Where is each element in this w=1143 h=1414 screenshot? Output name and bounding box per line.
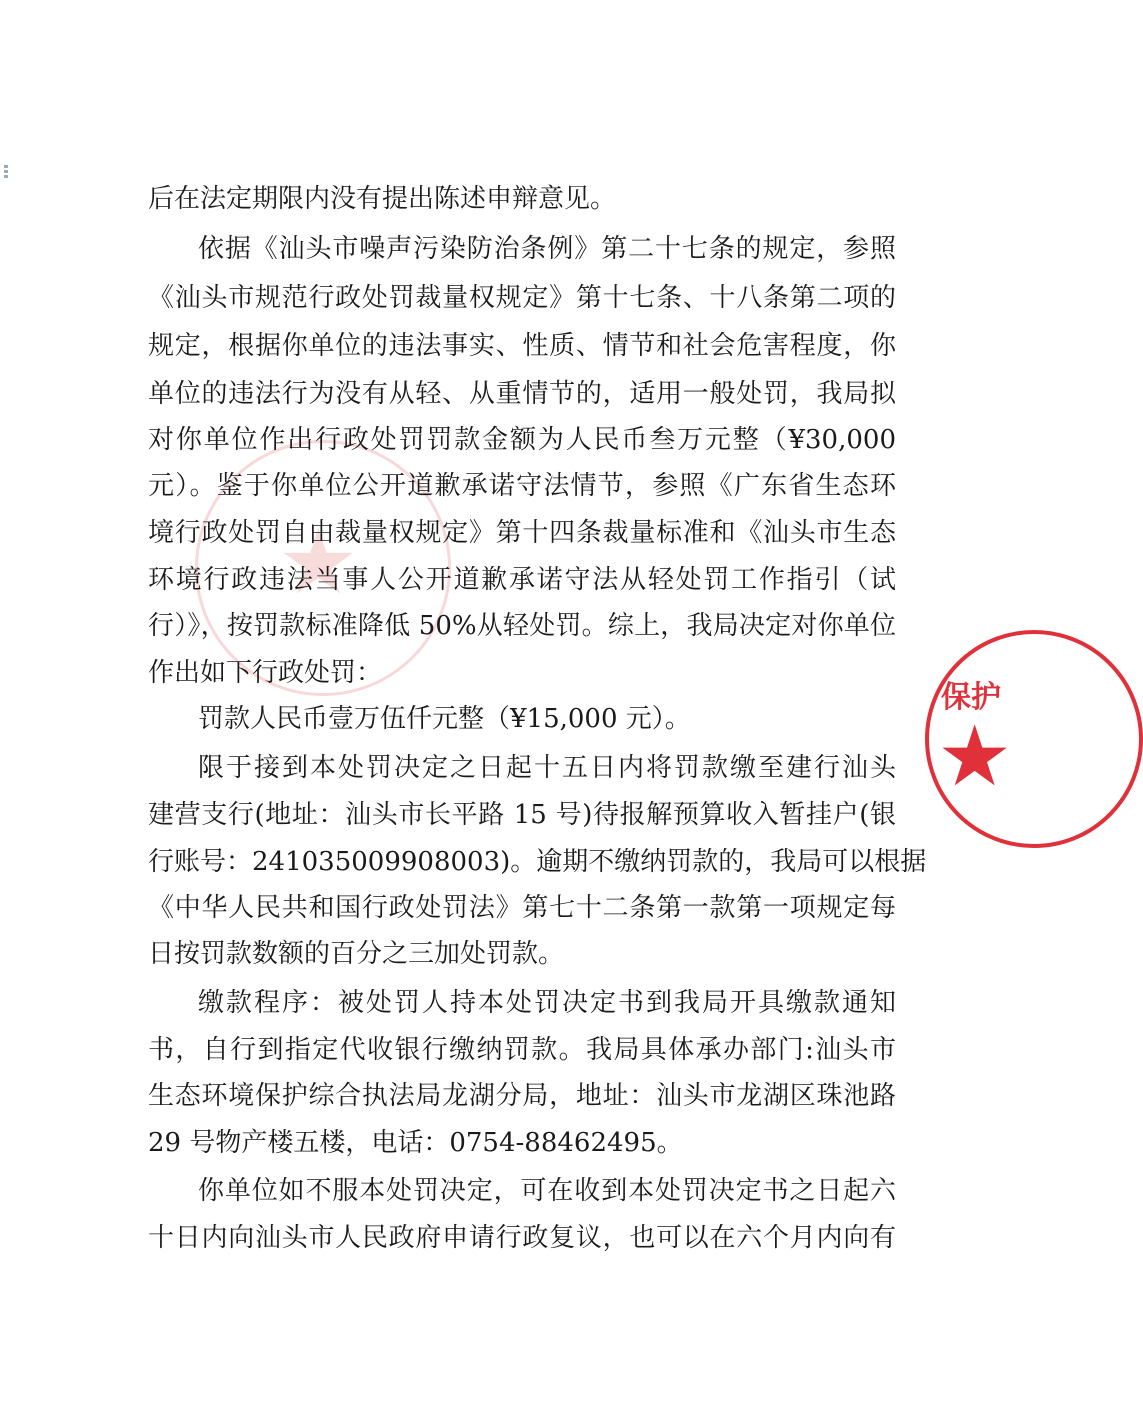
- margin-marks: [4, 165, 10, 180]
- paragraph-line: 后在法定期限内没有提出陈述申辩意见。: [148, 184, 617, 214]
- paragraph-line: 建营支行(地址：汕头市长平路 15 号)待报解预算收入暂挂户(银: [148, 800, 896, 830]
- paragraph-line: 规定，根据你单位的违法事实、性质、情节和社会危害程度，你: [148, 331, 896, 361]
- seal-text: 保护: [941, 680, 1001, 715]
- paragraph-line: 依据《汕头市噪声污染防治条例》第二十七条的规定，参照: [198, 234, 896, 264]
- penalty-line: 罚款人民币壹万伍仟元整（¥15,000 元）。: [198, 704, 691, 734]
- paragraph-line: 《汕头市规范行政处罚裁量权规定》第十七条、十八条第二项的: [148, 283, 896, 313]
- paragraph-line: 限于接到本处罚决定之日起十五日内将罚款缴至建行汕头: [198, 753, 896, 783]
- star-icon: ★: [278, 510, 359, 615]
- paragraph-line: 缴款程序：被处罚人持本处罚决定书到我局开具缴款通知: [198, 988, 896, 1018]
- paragraph-line: 环境行政违法当事人公开道歉承诺守法从轻处罚工作指引（试: [148, 565, 896, 595]
- paragraph-line: 你单位如不服本处罚决定，可在收到本处罚决定书之日起六: [198, 1176, 896, 1206]
- paragraph-line: 元）。鉴于你单位公开道歉承诺守法情节，参照《广东省生态环: [148, 471, 896, 501]
- paragraph-line: 十日内向汕头市人民政府申请行政复议，也可以在六个月内向有: [148, 1223, 896, 1253]
- paragraph-line: 行）》，按罚款标准降低 50%从轻处罚。综上，我局决定对你单位: [148, 611, 896, 641]
- official-seal: [925, 630, 1143, 848]
- paragraph-line: 书，自行到指定代收银行缴纳罚款。我局具体承办部门:汕头市: [148, 1035, 896, 1065]
- star-icon: ★: [937, 707, 1013, 805]
- paragraph-line: 29 号物产楼五楼，电话：0754-88462495。: [148, 1128, 683, 1158]
- paragraph-line: 单位的违法行为没有从轻、从重情节的，适用一般处罚，我局拟: [148, 379, 896, 409]
- paragraph-line: 境行政处罚自由裁量权规定》第十四条裁量标准和《汕头市生态: [148, 518, 896, 548]
- paragraph-line: 生态环境保护综合执法局龙湖分局，地址：汕头市龙湖区珠池路: [148, 1081, 896, 1111]
- paragraph-line: 作出如下行政处罚：: [148, 658, 383, 688]
- paragraph-line: 行账号：241035009908003)。逾期不缴纳罚款的，我局可以根据: [148, 847, 927, 877]
- paragraph-line: 日按罚款数额的百分之三加处罚款。: [148, 939, 565, 969]
- paragraph-line: 《中华人民共和国行政处罚法》第七十二条第一款第一项规定每: [148, 893, 896, 923]
- paragraph-line: 对你单位作出行政处罚罚款金额为人民币叁万元整（¥30,000: [148, 425, 896, 455]
